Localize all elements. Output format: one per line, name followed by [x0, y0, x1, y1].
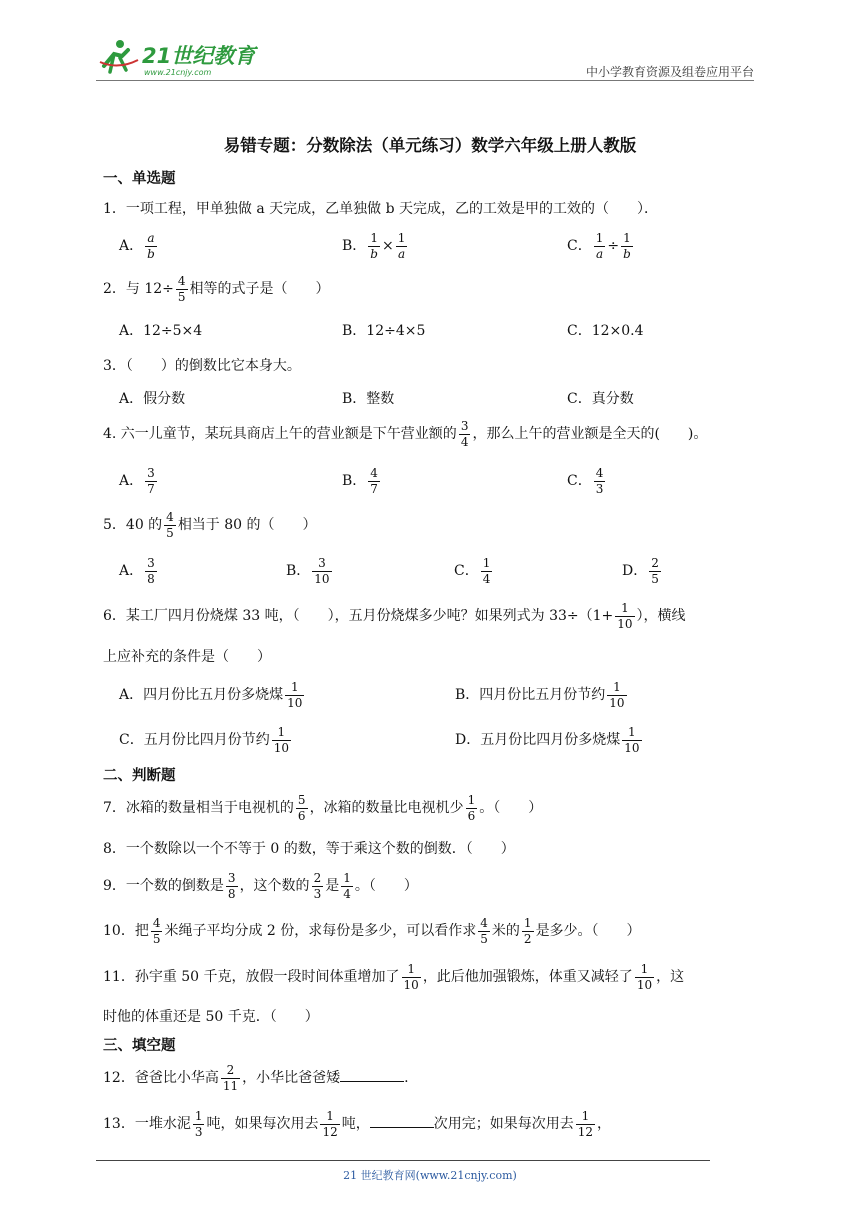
section-heading-single-choice: 一、单选题 — [103, 170, 176, 187]
q5-option-d: D． $\frac{2}{5}$ — [622, 556, 659, 586]
q4-option-c: C． $\frac{4}{3}$ — [567, 466, 604, 496]
q3-option-c: C．真分数 — [567, 391, 634, 407]
question-4: 4. 六一儿童节，某玩具商店上午的营业额是下午营业额的 $\frac{3}{4}$ ，那么上午的营业额是全天的( )。 — [103, 419, 708, 449]
answer-blank — [340, 1069, 404, 1082]
question-2: 2．与 12÷ $\frac{4}{5}$ 相等的式子是（ ） — [103, 274, 330, 304]
q5-option-b: B． $\frac{3}{10}$ — [286, 556, 330, 586]
section-heading-true-false: 二、判断题 — [103, 767, 176, 784]
logo-url: www.21cnjy.com — [144, 68, 212, 77]
q3-option-b: B．整数 — [342, 391, 395, 407]
q2-option-b: B．12÷4×5 — [342, 323, 426, 339]
question-3: 3．（ ）的倒数比它本身大。 — [103, 358, 301, 374]
platform-name: 中小学教育资源及组卷应用平台 — [585, 65, 754, 79]
q6-option-b: B．四月份比五月份节约 $\frac{1}{10}$ — [455, 680, 625, 710]
q6-option-c: C．五月份比四月份节约 $\frac{1}{10}$ — [119, 725, 289, 755]
q5-option-c: C． $\frac{1}{4}$ — [454, 556, 491, 586]
question-1: 1．一项工程，甲单独做 a 天完成，乙单独做 b 天完成，乙的工效是甲的工效的（ ）． — [103, 201, 659, 217]
question-6-line2: 上应补充的条件是（ ） — [103, 649, 271, 665]
footer-divider — [96, 1160, 710, 1161]
q1-option-c: C． $\frac{1}{a}$ ÷ $\frac{1}{b}$ — [567, 231, 631, 261]
q6-option-a: A．四月份比五月份多烧煤 $\frac{1}{10}$ — [119, 680, 303, 710]
q5-option-a: A． $\frac{3}{8}$ — [119, 556, 155, 586]
question-13: 13．一堆水泥 $\frac{1}{3}$ 吨，如果每次用去 $\frac{1}{12}$ 吨， 次用完；如果每次用去 $\frac{1}{12}$ ， — [103, 1109, 612, 1139]
question-5: 5．40 的 $\frac{4}{5}$ 相当于 80 的（ ） — [103, 510, 317, 540]
section-heading-fill-blank: 三、填空题 — [103, 1037, 176, 1054]
q4-option-b: B． $\frac{4}{7}$ — [342, 466, 378, 496]
question-8: 8．一个数除以一个不等于 0 的数，等于乘这个数的倒数．（ ） — [103, 841, 515, 857]
footer-text: 21 世纪教育网(www.21cnjy.com) — [343, 1169, 517, 1182]
logo-text: 21世纪教育 — [142, 44, 256, 68]
question-9: 9．一个数的倒数是 $\frac{3}{8}$ ，这个数的 $\frac{2}{3}$ 是 $\frac{1}{4}$ 。（ ） — [103, 871, 418, 901]
question-6: 6．某工厂四月份烧煤 33 吨，（ ），五月份烧煤多少吨？如果列式为 33÷（1+ $\frac{1}{10}$ ），横线 — [103, 601, 686, 631]
q2-option-c: C．12×0.4 — [567, 323, 644, 339]
question-7: 7．冰箱的数量相当于电视机的 $\frac{5}{6}$ ，冰箱的数量比电视机少 $\frac{1}{6}$ 。（ ） — [103, 793, 543, 823]
q4-option-a: A． $\frac{3}{7}$ — [119, 466, 155, 496]
q1-option-a: A． $\frac{a}{b}$ — [119, 231, 155, 261]
question-11: 11．孙宇重 50 千克，放假一段时间体重增加了 $\frac{1}{10}$ ，此后他加强锻炼，体重又减轻了 $\frac{1}{10}$ ，这 — [103, 962, 685, 992]
question-12: 12．爸爸比小华高 $\frac{2}{11}$ ，小华比爸爸矮 . — [103, 1063, 409, 1093]
header-divider — [96, 80, 754, 81]
answer-blank — [370, 1115, 434, 1128]
q2-option-a: A．12÷5×4 — [119, 323, 203, 339]
page-title: 易错专题：分数除法（单元练习）数学六年级上册人教版 — [223, 136, 637, 155]
site-logo — [98, 36, 258, 78]
q1-option-b: B． $\frac{1}{b}$ × $\frac{1}{a}$ — [342, 231, 406, 261]
question-10: 10．把 $\frac{4}{5}$ 米绳子平均分成 2 份，求每份是多少，可以看作求 $\frac{4}{5}$ 米的 $\frac{1}{2}$ 是多少。（ ） — [103, 916, 641, 946]
question-11-line2: 时他的体重还是 50 千克．（ ） — [103, 1009, 319, 1025]
q6-option-d: D．五月份比四月份多烧煤 $\frac{1}{10}$ — [455, 725, 640, 755]
q3-option-a: A．假分数 — [119, 391, 186, 407]
